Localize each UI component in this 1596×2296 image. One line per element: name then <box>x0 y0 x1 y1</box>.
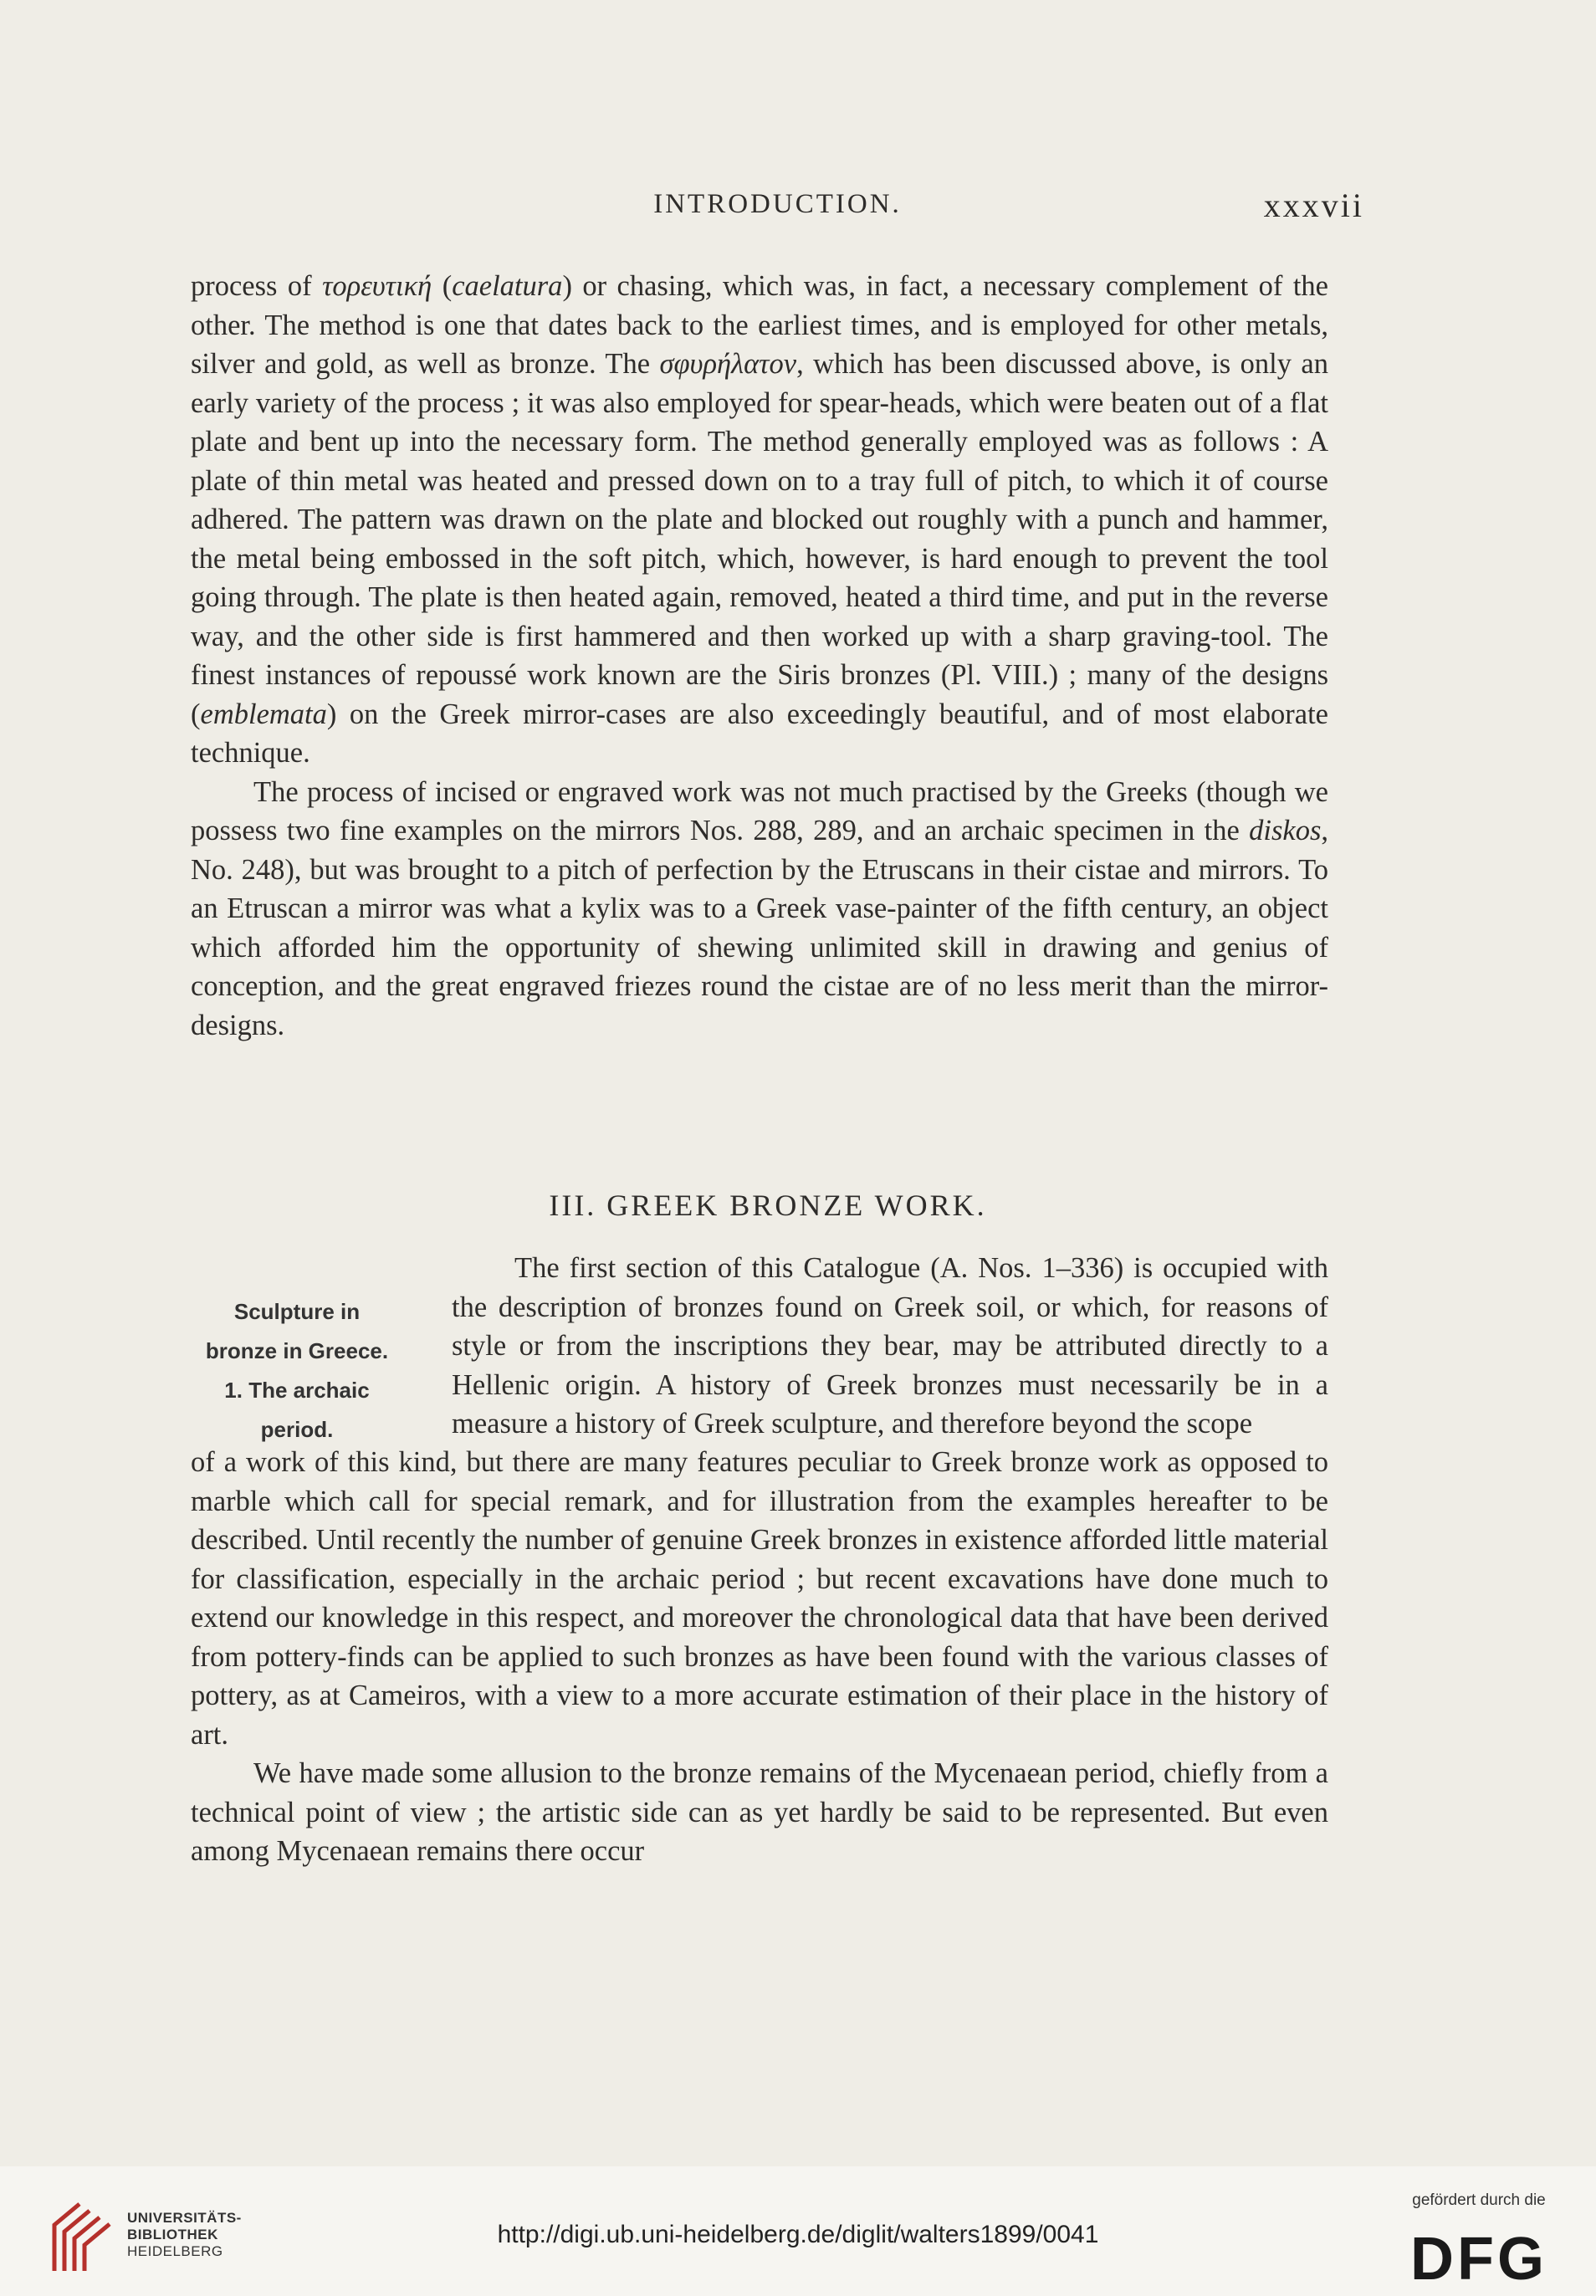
running-title: INTRODUCTION. <box>653 189 902 219</box>
paragraph <box>191 267 1328 773</box>
library-name-line: UNIVERSITÄTS- <box>127 2210 242 2226</box>
permalink[interactable]: http://digi.ub.uni-heidelberg.de/diglit/walters1899/0041 <box>497 2221 1099 2248</box>
library-name-line: BIBLIOTHEK <box>127 2227 218 2242</box>
funded-by-label: gefördert durch die <box>1412 2191 1546 2209</box>
dfg-logo: DFG <box>1410 2226 1547 2293</box>
text-block-upper <box>191 267 1328 1045</box>
italic-term: caelatura <box>452 270 563 302</box>
text-run: of a work of this kind, but there are many features peculiar to Greek bronze work as opposed to marble which call for special remark, and for illustration from the examples hereafter to be described. Until recently the number of genuine Greek bronzes in existence afforded little material for classification, especially in the archaic period ; but recent excavations have done much to extend our knowledge in this respect, and moreover the chronological data that have been derived from pottery-finds can be applied to such bronzes as have been found with the various classes of pottery, as at Cameiros, with a view to a more accurate estimation of their place in the history of art. <box>191 1446 1328 1751</box>
margin-note-line: period. <box>260 1417 334 1442</box>
running-head <box>191 189 1364 231</box>
italic-term: σφυρήλατον <box>659 348 797 380</box>
italic-term: diskos <box>1249 815 1322 846</box>
paragraph <box>191 773 1328 1046</box>
text-run: ) on the Greek mirror-cases are also exceedingly beautiful, and of most elaborate technique. <box>191 698 1328 769</box>
section-heading: III. GREEK BRONZE WORK. <box>549 1189 987 1222</box>
text-run: We have made some allusion to the bronze remains of the Mycenaean period, chiefly from a technical point of view ; the artistic side can as yet hardly be said to be represented. But even among Mycenaean remains there occur <box>191 1757 1328 1867</box>
library-name-line: HEIDELBERG <box>127 2243 223 2259</box>
italic-term: τορευτική <box>322 270 432 302</box>
text-block-lower <box>191 1443 1328 1871</box>
paragraph: The first section of this Catalogue (A. Nos. 1–336) is occupied with the description of bronzes found on Greek soil, or which, for reasons of style or from the inscriptions they bear, may be attributed directly to a Hellenic origin. A history of Greek bronzes must necessarily be in a measure a history of Greek sculpture, and therefore beyond the scope <box>452 1252 1328 1439</box>
page-number: xxxvii <box>1263 187 1364 224</box>
margin-note <box>167 1292 427 1450</box>
margin-note-line: bronze in Greece. <box>205 1338 389 1363</box>
text-run: process of <box>191 270 323 302</box>
margin-note-line: Sculpture in <box>233 1299 361 1324</box>
text-run: , No. 248), but was brought to a pitch of perfection by the Etruscans in their cistae and mirrors. To an Etruscan a mirror was what a kylix was to a Greek vase-painter of the fifth century, an object which afforded him the opportunity of shewing unlimited skill in drawing and genius of conception, and the great engraved friezes round the cistae are of no less merit than the mirror-designs. <box>191 815 1328 1041</box>
italic-term: emblemata <box>200 698 327 730</box>
paragraph <box>191 1443 1328 1754</box>
text-run: ) or chasing, which was, in fact, a necessary complement of the other. The method is one that dates back to the earliest times, and is employed for other metals, silver and gold, as well as bronze. The <box>191 270 1328 380</box>
text-run: ( <box>432 270 453 302</box>
text-block-beside-note <box>452 1249 1328 1444</box>
text-run: The process of incised or engraved work was not much practised by the Greeks (though we possess two fine examples on the mirrors Nos. 288, 289, and an archaic specimen in the <box>191 775 1328 846</box>
paragraph <box>191 1754 1328 1871</box>
text-run: , which has been discussed above, is only an early variety of the process ; it was also employed for spear-heads, which were beaten out of a flat plate and bent up into the necessary form. The method generally employed was as follows : A plate of thin metal was heated and pressed down on to a tray full of pitch, to which it of course adhered. The pattern was drawn on the plate and blocked out roughly with a punch and hammer, the metal being embossed in the soft pitch, which, however, is hard enough to prevent the tool going through. The plate is then heated again, removed, heated a third time, and put in the reverse way, and the other side is first hammered and then worked up with a sharp graving-tool. The finest instances of repoussé work known are the Siris bronzes (Pl. VIII.) ; many of the designs ( <box>191 348 1328 730</box>
margin-note-line: 1. The archaic <box>224 1378 370 1403</box>
